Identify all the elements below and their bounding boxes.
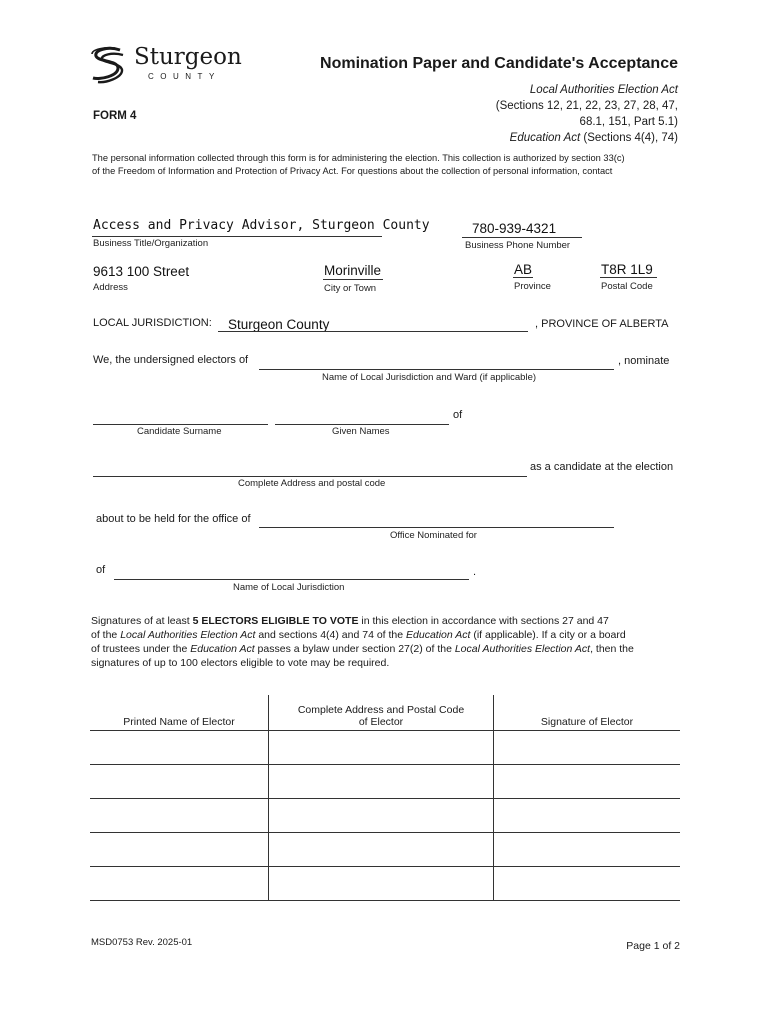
postal-code-line <box>600 277 657 278</box>
jurisdiction-name-line[interactable] <box>114 579 469 580</box>
sig-text-2a: of the <box>91 629 121 641</box>
office-held-text: about to be held for the office of <box>96 513 251 525</box>
city-value[interactable]: Morinville <box>324 263 382 278</box>
of-text-2: of <box>96 564 106 576</box>
given-names-label: Given Names <box>332 426 390 437</box>
address-cell[interactable] <box>269 867 494 901</box>
col-address-line-2: of Elector <box>358 716 404 728</box>
nominate-text: , nominate <box>618 355 670 367</box>
revision-code: MSD0753 Rev. 2025-01 <box>91 937 193 948</box>
sig-text-2e: (if applicable). If a city or a board <box>470 629 626 641</box>
sig-text-3b: Education Act <box>190 643 255 655</box>
privacy-notice <box>92 152 625 178</box>
candidate-surname-label: Candidate Surname <box>137 426 222 437</box>
ward-input-line[interactable] <box>259 369 614 370</box>
table-row <box>90 765 680 799</box>
signature-cell[interactable] <box>494 833 681 867</box>
sig-text-3e: , then the <box>590 643 634 655</box>
signature-cell[interactable] <box>494 765 681 799</box>
complete-address-line[interactable] <box>93 476 527 477</box>
privacy-line-1: The personal information collected through this form is for administering the election. This collection is authorized by section 33(c) <box>92 153 625 163</box>
table-row <box>90 799 680 833</box>
local-jurisdiction-value[interactable]: Sturgeon County <box>228 317 330 332</box>
page-title: Nomination Paper and Candidate's Acceptance <box>320 55 678 72</box>
sig-text-3a: of trustees under the <box>91 643 191 655</box>
sig-text-3d: Local Authorities Election Act <box>454 643 591 655</box>
business-title-label: Business Title/Organization <box>93 238 209 249</box>
province-value[interactable]: AB <box>514 262 533 277</box>
sig-line-1 <box>91 614 634 628</box>
act-line-3: 68.1, 151, Part 5.1) <box>579 116 678 128</box>
signatures-requirement-text <box>91 614 634 670</box>
sig-line-3 <box>91 642 634 656</box>
office-nominated-line[interactable] <box>259 527 614 528</box>
table-row <box>90 833 680 867</box>
sig-text-1a: Signatures of at least <box>91 615 193 627</box>
signature-cell[interactable] <box>494 799 681 833</box>
act-line-4 <box>496 130 678 146</box>
business-title-line <box>92 236 382 237</box>
address-cell[interactable] <box>269 731 494 765</box>
local-jurisdiction-line <box>218 331 528 332</box>
sig-line-2 <box>91 628 634 642</box>
signature-cell[interactable] <box>494 731 681 765</box>
education-act-sections: (Sections 4(4), 74) <box>580 132 678 144</box>
business-phone-value[interactable]: 780-939-4321 <box>472 221 557 236</box>
sig-line-4: signatures of up to 100 electors eligible to vote may be required. <box>91 657 390 669</box>
logo-swoosh-icon <box>90 46 126 84</box>
table-row <box>90 867 680 901</box>
table-row <box>90 731 680 765</box>
province-label: Province <box>514 281 551 292</box>
postal-code-label: Postal Code <box>601 281 653 292</box>
city-label: City or Town <box>324 283 377 294</box>
postal-code-value[interactable]: T8R 1L9 <box>601 262 653 277</box>
sig-text-1b: 5 ELECTORS ELIGIBLE TO VOTE <box>192 615 359 627</box>
candidate-surname-line[interactable] <box>93 424 268 425</box>
education-act-italic: Education Act <box>509 132 581 144</box>
printed-name-cell[interactable] <box>90 867 269 901</box>
printed-name-cell[interactable] <box>90 765 269 799</box>
given-names-line[interactable] <box>275 424 449 425</box>
elector-signature-table <box>90 695 680 901</box>
logo-county-text: COUNTY <box>148 72 221 81</box>
business-phone-line <box>462 237 582 238</box>
undersigned-electors-text: We, the undersigned electors of <box>93 354 249 366</box>
address-cell[interactable] <box>269 833 494 867</box>
local-jurisdiction-label: LOCAL JURISDICTION: <box>93 317 212 329</box>
sig-text-2d: Education Act <box>406 629 471 641</box>
address-cell[interactable] <box>269 765 494 799</box>
province-of-alberta-text: , PROVINCE OF ALBERTA <box>535 318 669 330</box>
sig-text-1c: in this election in accordance with sections 27 and 47 <box>358 615 609 627</box>
printed-name-cell[interactable] <box>90 833 269 867</box>
business-title-value[interactable]: Access and Privacy Advisor, Sturgeon County <box>93 218 430 233</box>
candidate-at-election-text: as a candidate at the election <box>530 461 674 473</box>
printed-name-cell[interactable] <box>90 799 269 833</box>
act-line-1: Local Authorities Election Act <box>529 84 678 96</box>
form-number: FORM 4 <box>93 110 137 122</box>
logo-wordmark: Sturgeon <box>134 44 242 70</box>
period-text: . <box>473 566 477 578</box>
ward-label: Name of Local Jurisdiction and Ward (if applicable) <box>322 372 537 383</box>
business-phone-label: Business Phone Number <box>465 240 571 251</box>
sig-text-3c: passes a bylaw under section 27(2) of the <box>254 643 455 655</box>
address-label: Address <box>93 282 128 293</box>
col-printed-name: Printed Name of Elector <box>90 695 269 731</box>
office-nominated-label: Office Nominated for <box>390 530 477 541</box>
province-line <box>513 277 533 278</box>
city-line <box>323 279 383 280</box>
act-line-2: (Sections 12, 21, 22, 23, 27, 28, 47, <box>495 100 678 112</box>
col-address <box>269 695 494 731</box>
act-references <box>496 82 678 146</box>
sig-text-2c: and sections 4(4) and 74 of the <box>255 629 407 641</box>
of-text-1: of <box>453 409 463 421</box>
col-signature: Signature of Elector <box>494 695 681 731</box>
complete-address-label: Complete Address and postal code <box>238 478 386 489</box>
sig-text-2b: Local Authorities Election Act <box>120 629 256 641</box>
jurisdiction-name-label: Name of Local Jurisdiction <box>233 582 345 593</box>
printed-name-cell[interactable] <box>90 731 269 765</box>
signature-cell[interactable] <box>494 867 681 901</box>
address-value[interactable]: 9613 100 Street <box>93 264 190 279</box>
address-cell[interactable] <box>269 799 494 833</box>
privacy-line-2: of the Freedom of Information and Protection of Privacy Act. For questions about the collection of personal information, contact <box>92 166 613 176</box>
table-header-row <box>90 695 680 731</box>
col-address-line-1: Complete Address and Postal Code <box>297 704 465 716</box>
page-number: Page 1 of 2 <box>626 940 680 952</box>
